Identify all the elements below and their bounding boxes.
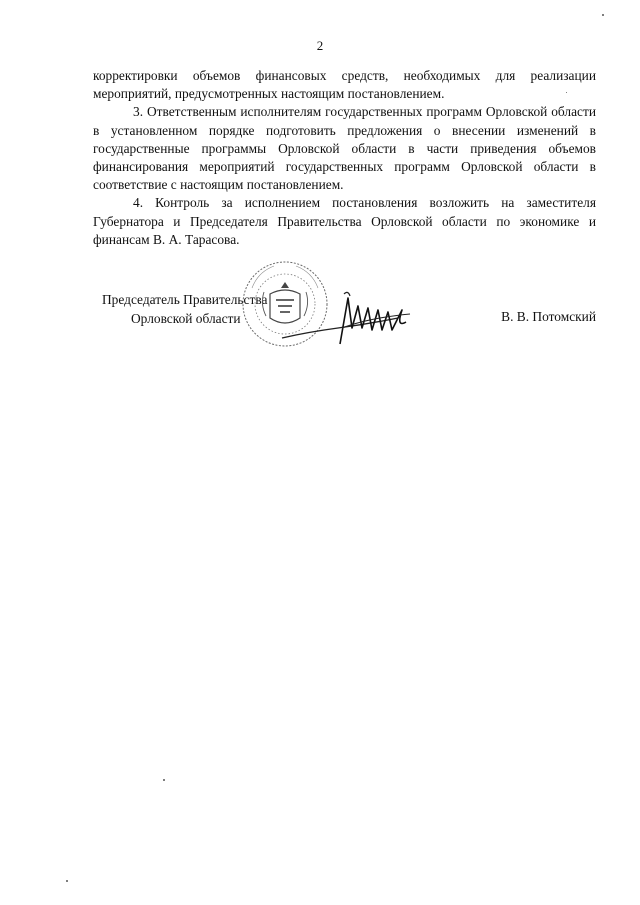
signer-title-line-1: Председатель Правительства: [102, 292, 268, 307]
paragraph-continuation: корректировки объемов финансовых средств, необходимых для реализации мероприятий, предусмотренных настоящим постановлением.: [93, 68, 596, 102]
handwritten-signature: [278, 288, 428, 348]
scan-speck: [602, 14, 604, 16]
paragraph-item-4: 4. Контроль за исполнением постановления возложить на заместителя Губернатора и Председателя Правительства Орловской области по экономике и финансам В. А. Тарасова.: [93, 195, 596, 247]
signature-block: [0, 250, 640, 360]
signer-title-line-2: Орловской области: [131, 311, 241, 326]
scan-speck: [566, 92, 567, 93]
page-number: 2: [316, 38, 324, 53]
document-body: [93, 67, 596, 249]
signer-name: В. В. Потомский: [501, 309, 596, 324]
scan-speck: [66, 880, 68, 882]
paragraph-item-3: 3. Ответственным исполнителям государственных программ Орловской области в установленном порядке подготовить предложения о внесении изменений в государственные программы Орловской области в части приведения объемов финансирования мероприятий государственных программ Орловской области в соответствие с настоящим постановлением.: [93, 104, 596, 193]
scan-speck: [163, 779, 165, 781]
